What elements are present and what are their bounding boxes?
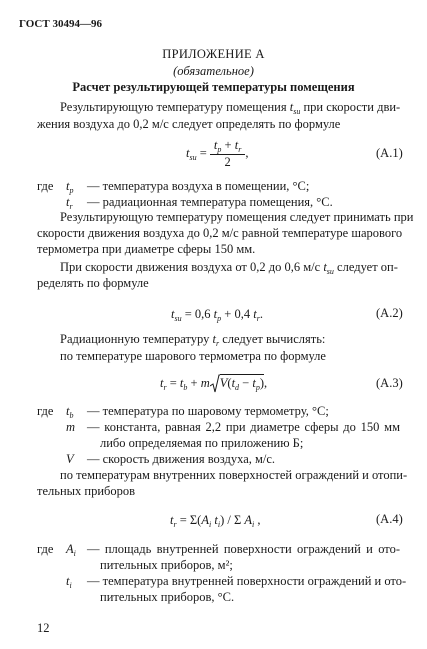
where3-lead: где	[37, 542, 54, 556]
where1-sym-1: $t_r$	[66, 195, 73, 211]
where1-text-0: — температура воздуха в помещении, °С;	[87, 179, 310, 193]
section-title: Расчет результирующей температуры помещения	[72, 80, 355, 94]
equation-a1-label: (А.1)	[376, 146, 403, 160]
paragraph-5-line-1: по температурам внутренних поверхностей ограждений и отопи-	[60, 468, 408, 482]
where3-text-2: — температура внутренней поверхности ограждений и ото-	[87, 574, 407, 588]
where2-sym-3: V	[66, 452, 74, 466]
where3-sym-0: $A_i$	[66, 542, 76, 558]
where2-sym-0: $t_b$	[66, 404, 74, 420]
where2-text-0: — температура по шаровому термометру, °С;	[87, 404, 329, 418]
equation-a4-label: (А.4)	[376, 512, 403, 526]
equation-a3-label: (А.3)	[376, 376, 403, 390]
paragraph-5-line-2: тельных приборов	[37, 484, 136, 498]
paragraph-2-line-2: скорости движения воздуха до 0,2 м/с равной температуре шарового	[37, 226, 403, 240]
where2-sym-1: m	[66, 420, 76, 434]
equation-a4: $t_r = \Sigma(A_i$ $t_i$) / Σ $A_i$ ,	[170, 513, 261, 529]
where1-row-0: где	[37, 179, 54, 193]
where2-text-2: либо определяемая по приложению Б;	[100, 436, 304, 450]
equation-a2: $t_{su} = 0,6$ $t_p + 0,4$ $t_r$.	[171, 307, 263, 323]
where3-text-3: пительных приборов, °С.	[100, 590, 235, 604]
appendix-title: ПРИЛОЖЕНИЕ А	[162, 47, 265, 61]
where3-text-0: — площадь внутренней поверхности ограждений и ото-	[87, 542, 400, 556]
paragraph-4-line-2: по температуре шарового термометра по формуле	[60, 349, 326, 363]
paragraph-1-line-2: жения воздуха до 0,2 м/с следует определять по формуле	[37, 117, 341, 131]
where3-text-1: пительных приборов, м²;	[100, 558, 233, 572]
where1-sym-0: $t_p$	[66, 179, 74, 195]
where2-text-3: — скорость движения воздуха, м/с.	[87, 452, 276, 466]
equation-a1: $t_{su}$ = $\frac{t_p + t_r}{2}$ ,	[186, 138, 249, 169]
document-code: ГОСТ 30494—96	[19, 18, 102, 30]
where1-text-1: — радиационная температура помещения, °С.	[87, 195, 333, 209]
page-number: 12	[37, 621, 50, 635]
paragraph-3-line-2: ределять по формуле	[37, 276, 149, 290]
paragraph-2-line-3: термометра при диаметре сферы 150 мм.	[37, 242, 256, 256]
sqrt-radical-icon	[210, 374, 220, 394]
paragraph-3-line-1: При скорости движения воздуха от 0,2 до 0,6 м/с $t_{su}$ следует оп-	[60, 260, 398, 276]
paragraph-4-line-1: Радиационную температуру $t_r$ следует вычислять:	[60, 332, 326, 348]
equation-a1-fraction: $\frac{t_p + t_r}{2}$	[210, 138, 245, 170]
paragraph-1-line-1: Результирующую температуру помещения $t_{su}$ при скорости дви-	[60, 100, 401, 116]
where3-sym-2: $t_i$	[66, 574, 72, 590]
appendix-status: (обязательное)	[173, 64, 254, 78]
where2-lead: где	[37, 404, 54, 418]
where2-text-1: — константа, равная 2,2 при диаметре сферы до 150 мм	[87, 420, 400, 434]
equation-a2-label: (А.2)	[376, 306, 403, 320]
equation-a3: $t_r = t_b + m$ $V(t_d - t_p)$,	[160, 374, 267, 394]
paragraph-2-line-1: Результирующую температуру помещения следует принимать при	[60, 210, 414, 224]
